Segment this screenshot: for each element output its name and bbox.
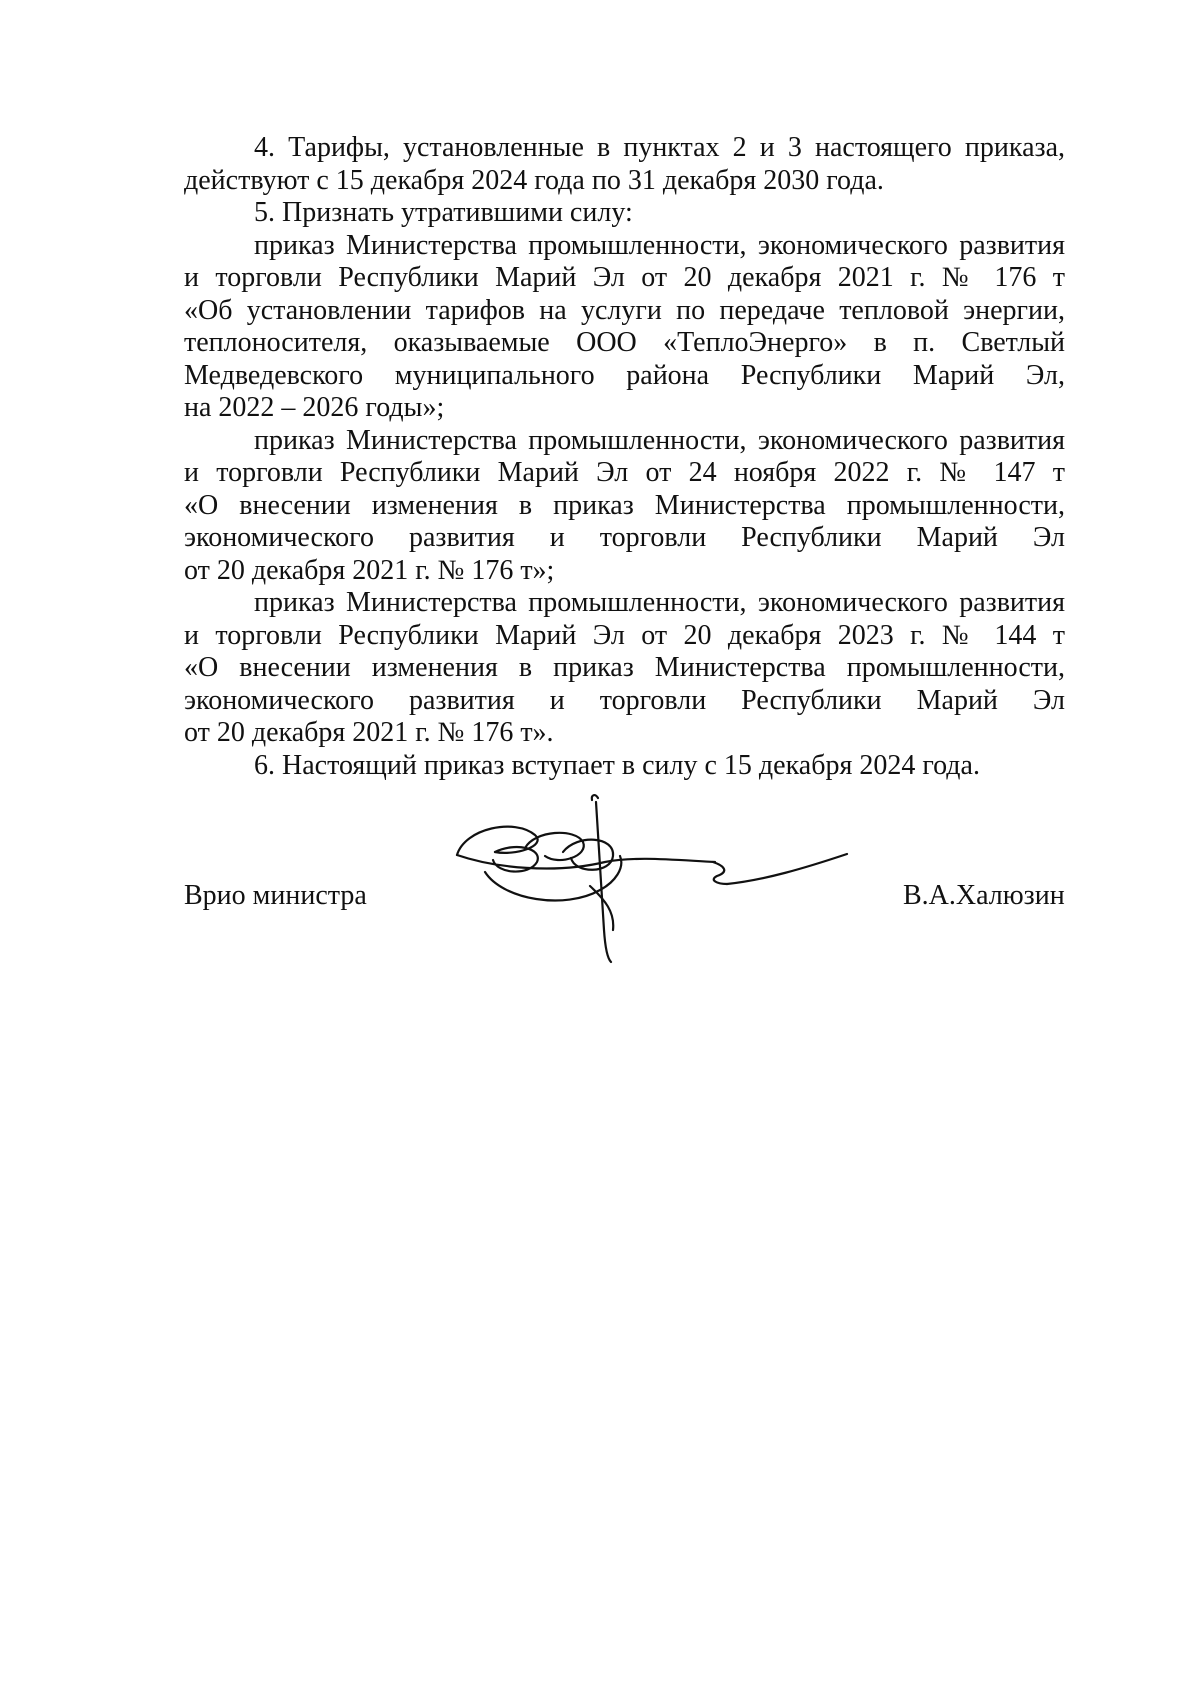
text-line: от 20 декабря 2021 г. № 176 т»; xyxy=(184,554,555,586)
text-line: 6. Настоящий приказ вступает в силу с 15 декабря 2024 года. xyxy=(254,749,980,781)
text-line: на 2022 – 2026 годы»; xyxy=(184,392,445,423)
text-line: приказ Министерства промышленности, экономического развития xyxy=(254,587,1065,618)
text-line: «О внесении изменения в приказ Министерства промышленности, xyxy=(184,652,1065,683)
paragraph-repealed-order-2 xyxy=(184,425,1065,588)
text-line: 4. Тарифы, установленные в пунктах 2 и 3 настоящего приказа, xyxy=(254,132,1065,163)
paragraph-item-5 xyxy=(184,197,1065,230)
text-line: Медведевского муниципального района Республики Марий Эл, xyxy=(184,359,1065,391)
handwritten-signature xyxy=(455,790,895,965)
text-line: 5. Признать утратившими силу: xyxy=(254,197,633,228)
paragraph-item-4 xyxy=(184,132,1065,197)
signatory-position: Врио министра xyxy=(184,880,367,911)
paragraph-item-6 xyxy=(184,750,1065,783)
text-line: действуют с 15 декабря 2024 года по 31 декабря 2030 года. xyxy=(184,164,884,196)
text-line: и торговли Республики Марий Эл от 20 декабря 2023 г. № 144 т xyxy=(184,619,1065,651)
order-body-text xyxy=(184,132,1065,782)
text-line: «О внесении изменения в приказ Министерства промышленности, xyxy=(184,489,1065,521)
text-line: и торговли Республики Марий Эл от 24 ноября 2022 г. № 147 т xyxy=(184,457,1065,488)
text-line: экономического развития и торговли Республики Марий Эл xyxy=(184,684,1065,716)
paragraph-repealed-order-3 xyxy=(184,587,1065,750)
text-line: теплоносителя, оказываемые ООО «ТеплоЭнерго» в п. Светлый xyxy=(184,327,1065,358)
text-line: от 20 декабря 2021 г. № 176 т». xyxy=(184,717,554,748)
text-line: «Об установлении тарифов на услуги по передаче тепловой энергии, xyxy=(184,294,1065,326)
signer-name: В.А.Халюзин xyxy=(903,880,1065,911)
text-line: приказ Министерства промышленности, экономического развития xyxy=(254,424,1065,456)
text-line: и торговли Республики Марий Эл от 20 декабря 2021 г. № 176 т xyxy=(184,262,1065,293)
text-line: приказ Министерства промышленности, экономического развития xyxy=(254,229,1065,261)
paragraph-repealed-order-1 xyxy=(184,230,1065,425)
text-line: экономического развития и торговли Республики Марий Эл xyxy=(184,522,1065,553)
